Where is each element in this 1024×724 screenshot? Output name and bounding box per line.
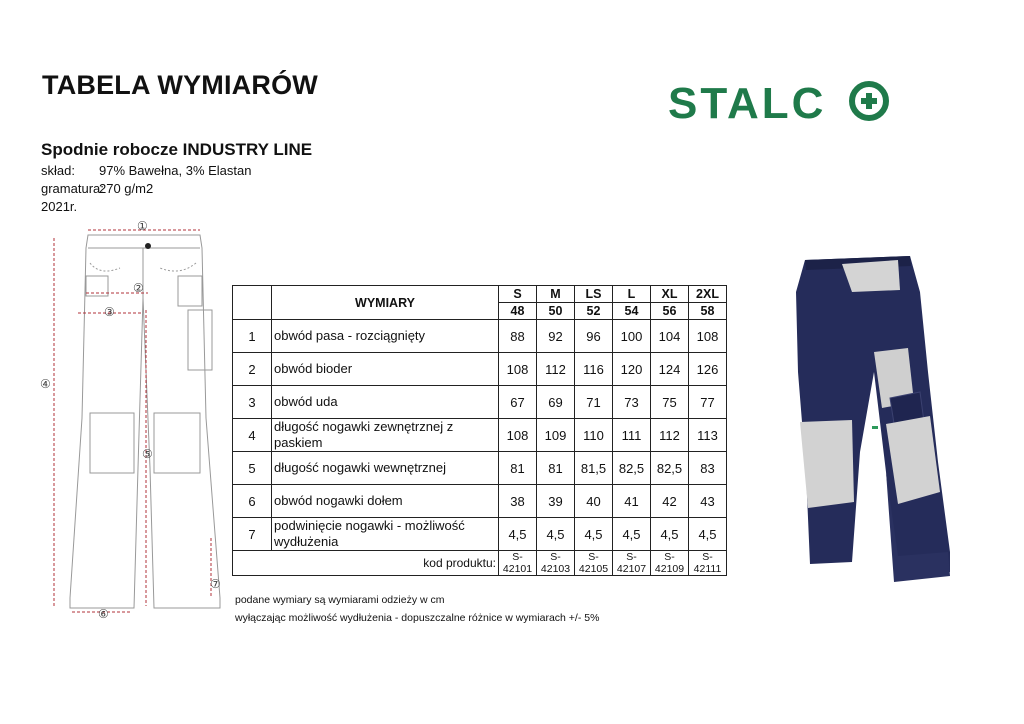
product-code: S-42111 [689, 551, 727, 576]
measurement-cell: 82,5 [651, 452, 689, 485]
measurement-cell: 4,5 [575, 518, 613, 551]
row-label: obwód pasa - rozciągnięty [272, 320, 499, 353]
row-label: obwód bioder [272, 353, 499, 386]
table-row [233, 452, 727, 485]
size-eu-58: 58 [689, 303, 727, 320]
logo-plus-icon [852, 84, 886, 118]
weight-label: gramatura: [41, 181, 104, 196]
row-label: długość nogawki wewnętrznej [272, 452, 499, 485]
product-code-label: kod produktu: [233, 551, 499, 576]
size-xl: XL [651, 286, 689, 303]
measurement-cell: 92 [537, 320, 575, 353]
composition-value: 97% Bawełna, 3% Elastan [99, 163, 252, 178]
size-eu-48: 48 [499, 303, 537, 320]
pants-body [796, 256, 950, 582]
note-tolerance: wyłączając możliwość wydłużenia - dopuszczalne różnice w wymiarach +/- 5% [235, 612, 600, 624]
measurement-cell: 73 [613, 386, 651, 419]
measurement-cell: 108 [499, 419, 537, 452]
product-code: S-42109 [651, 551, 689, 576]
marker-2: ② [133, 281, 144, 295]
measurement-cell: 112 [651, 419, 689, 452]
table-row [233, 485, 727, 518]
measurement-cell: 120 [613, 353, 651, 386]
measurement-cell: 4,5 [499, 518, 537, 551]
measurement-cell: 41 [613, 485, 651, 518]
measurement-cell: 69 [537, 386, 575, 419]
product-code: S-42101 [499, 551, 537, 576]
measurement-cell: 75 [651, 386, 689, 419]
measurement-cell: 67 [499, 386, 537, 419]
size-l: L [613, 286, 651, 303]
measurement-cell: 4,5 [689, 518, 727, 551]
measurement-cell: 4,5 [613, 518, 651, 551]
marker-1: ① [137, 219, 148, 233]
pants-diagram [30, 218, 230, 628]
row-number: 1 [233, 320, 272, 353]
measurement-cell: 110 [575, 419, 613, 452]
table-row [233, 518, 727, 551]
marker-7: ⑦ [210, 577, 221, 591]
measurement-cell: 96 [575, 320, 613, 353]
measurement-cell: 77 [689, 386, 727, 419]
measurement-cell: 88 [499, 320, 537, 353]
button-icon [145, 243, 151, 249]
marker-3: ③ [104, 305, 115, 319]
measurement-cell: 4,5 [651, 518, 689, 551]
measurement-cell: 112 [537, 353, 575, 386]
page-title: TABELA WYMIARÓW [42, 70, 318, 100]
wymiary-header: WYMIARY [272, 286, 499, 320]
row-label: długość nogawki zewnętrznej z paskiem [272, 419, 499, 452]
weight-line [41, 181, 154, 196]
measurement-cell: 42 [651, 485, 689, 518]
composition-line [41, 163, 252, 178]
size-table [232, 285, 727, 576]
measurement-cell: 108 [499, 353, 537, 386]
measurement-cell: 38 [499, 485, 537, 518]
brand-tag-icon [872, 426, 878, 429]
measurement-cell: 4,5 [537, 518, 575, 551]
measurement-cell: 39 [537, 485, 575, 518]
size-ls: LS [575, 286, 613, 303]
row-label: podwinięcie nogawki - możliwość wydłużenia [272, 518, 499, 551]
note-units: podane wymiary są wymiarami odzieży w cm [235, 594, 445, 606]
size-eu-54: 54 [613, 303, 651, 320]
pants-photo [790, 252, 970, 587]
row-number: 5 [233, 452, 272, 485]
table-row [233, 386, 727, 419]
row-number: 6 [233, 485, 272, 518]
measurement-cell: 40 [575, 485, 613, 518]
measurement-cell: 116 [575, 353, 613, 386]
measurement-cell: 104 [651, 320, 689, 353]
row-number: 3 [233, 386, 272, 419]
measurement-cell: 81,5 [575, 452, 613, 485]
logo-text: STALC [668, 79, 827, 128]
product-code-row [233, 551, 727, 576]
measurement-cell: 108 [689, 320, 727, 353]
pants-outline [70, 235, 220, 608]
measurement-cell: 82,5 [613, 452, 651, 485]
year-line: 2021r. [41, 199, 78, 214]
measurement-cell: 83 [689, 452, 727, 485]
row-label: obwód uda [272, 386, 499, 419]
product-code: S-42107 [613, 551, 651, 576]
measurement-cell: 100 [613, 320, 651, 353]
table-row [233, 353, 727, 386]
row-number: 4 [233, 419, 272, 452]
measurement-cell: 124 [651, 353, 689, 386]
product-name: Spodnie robocze INDUSTRY LINE [41, 140, 313, 159]
row-number: 2 [233, 353, 272, 386]
size-eu-50: 50 [537, 303, 575, 320]
stalco-logo [668, 72, 898, 130]
measurement-cell: 126 [689, 353, 727, 386]
measurement-cell: 109 [537, 419, 575, 452]
marker-6: ⑥ [98, 607, 109, 621]
measurement-cell: 111 [613, 419, 651, 452]
diagram-markers [40, 219, 221, 621]
table-row [233, 419, 727, 452]
row-label: obwód nogawki dołem [272, 485, 499, 518]
row-number: 7 [233, 518, 272, 551]
marker-4: ④ [40, 377, 51, 391]
number-header [233, 286, 272, 320]
measurement-cell: 81 [499, 452, 537, 485]
product-code: S-42103 [537, 551, 575, 576]
size-eu-52: 52 [575, 303, 613, 320]
weight-value: 270 g/m2 [99, 181, 154, 196]
table-row [233, 320, 727, 353]
size-eu-56: 56 [651, 303, 689, 320]
product-code: S-42105 [575, 551, 613, 576]
measurement-cell: 113 [689, 419, 727, 452]
measurement-cell: 81 [537, 452, 575, 485]
size-header-row [233, 286, 727, 303]
measurement-cell: 43 [689, 485, 727, 518]
measurement-cell: 71 [575, 386, 613, 419]
size-2xl: 2XL [689, 286, 727, 303]
marker-5: ⑤ [142, 447, 153, 461]
size-m: M [537, 286, 575, 303]
size-s: S [499, 286, 537, 303]
composition-label: skład: [41, 163, 75, 178]
